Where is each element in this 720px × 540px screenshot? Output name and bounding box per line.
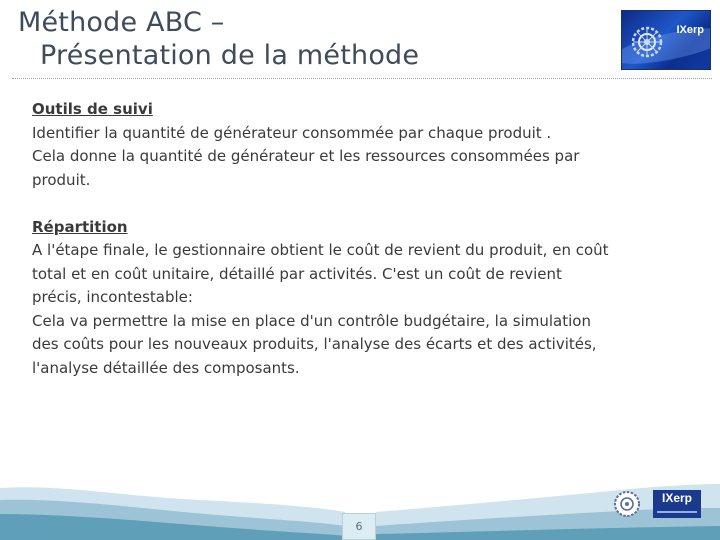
page-number: 6 — [342, 513, 376, 540]
slide-title — [18, 6, 598, 72]
slide-title-line-2: Présentation de la méthode — [40, 40, 420, 71]
logo-bottom-brand-text: IXerp — [661, 491, 692, 505]
body-line: Cela va permettre la mise en place d'un contrôle budgétaire, la simulation — [32, 311, 591, 330]
body-line: Cela donne la quantité de générateur et les ressources consommées par — [32, 147, 580, 165]
ixerp-logo-bottom — [611, 488, 703, 520]
gear-wheel-icon — [611, 490, 643, 518]
logo-top-brand-text: IXerp — [676, 24, 704, 36]
section-repartition — [32, 216, 672, 381]
gear-wheel-icon — [630, 25, 664, 59]
slide-title-line-1: Méthode ABC – — [18, 7, 225, 38]
section-heading: Répartition — [32, 217, 128, 236]
body-line: Identifier la quantité de générateur consommée par chaque produit . — [32, 123, 552, 142]
section-spacer — [32, 192, 672, 216]
body-line: produit. — [32, 170, 91, 189]
logo-badge-underline — [657, 511, 697, 513]
slide-body — [32, 98, 672, 380]
body-line: précis, incontestable: — [32, 288, 193, 306]
logo-bottom-badge — [653, 490, 701, 518]
section-outils-de-suivi — [32, 98, 672, 192]
section-heading: Outils de suivi — [32, 100, 153, 118]
title-divider — [12, 78, 712, 79]
body-line: total et en coût unitaire, détaillé par activités. C'est un coût de revient — [32, 264, 562, 283]
body-line: A l'étape finale, le gestionnaire obtient le coût de revient du produit, en coût — [32, 241, 609, 259]
body-line: des coûts pour les nouveaux produits, l'analyse des écarts et des activités, — [32, 335, 597, 353]
body-line: l'analyse détaillée des composants. — [32, 358, 300, 377]
ixerp-logo-top — [621, 10, 711, 70]
